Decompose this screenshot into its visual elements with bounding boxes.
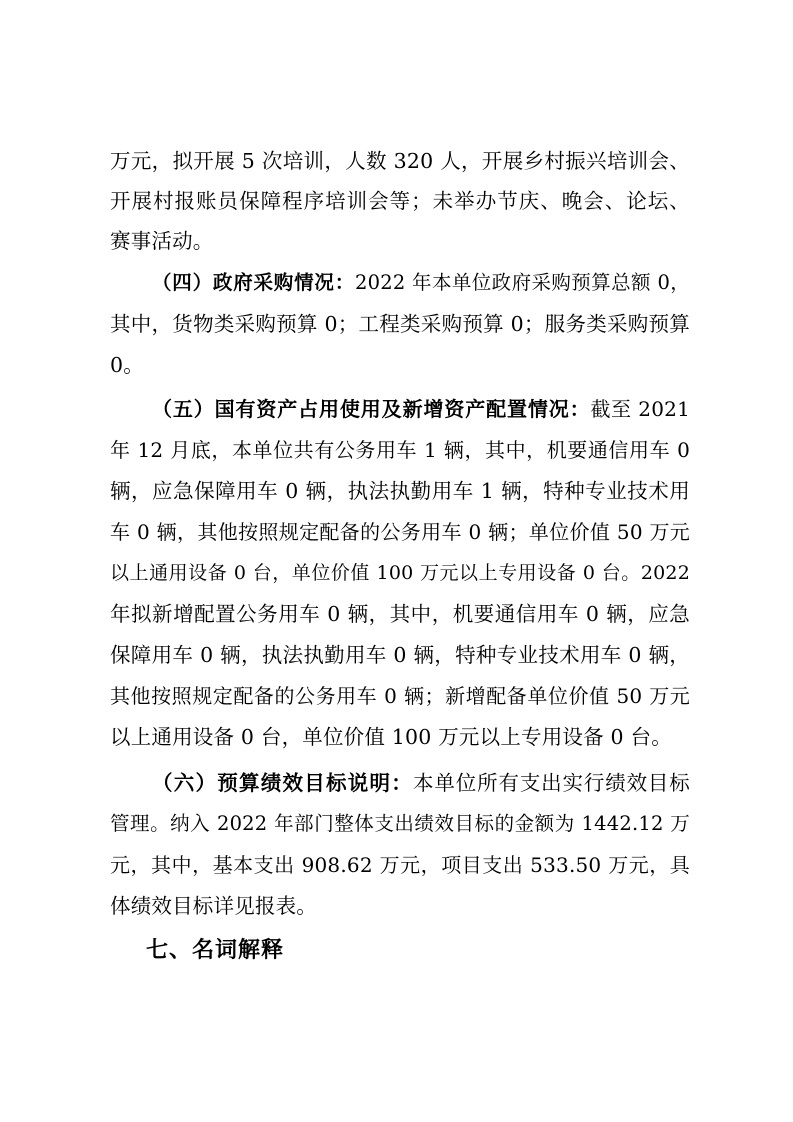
assets-label: （五）国有资产占用使用及新增资产配置情况： bbox=[152, 397, 591, 421]
assets-text: 截至 2021 bbox=[590, 397, 690, 421]
performance-text: 本单位所有支出实行绩效目标 bbox=[413, 771, 690, 795]
procurement-label: （四）政府采购情况： bbox=[152, 271, 356, 294]
paragraph-line: 以上通用设备 0 台，单位价值 100 万元以上专用设备 0 台。 bbox=[110, 725, 672, 749]
paragraph-line: 其中，货物类采购预算 0；工程类采购预算 0；服务类采购预算 bbox=[110, 312, 690, 336]
assets-line bbox=[152, 389, 690, 429]
performance-line bbox=[152, 763, 690, 803]
paragraph-line: 元，其中，基本支出 908.62 万元，项目支出 533.50 万元，具 bbox=[110, 853, 690, 877]
paragraph-line: 赛事活动。 bbox=[110, 229, 214, 253]
paragraph-line: 管理。纳入 2022 年部门整体支出绩效目标的金额为 1442.12 万 bbox=[110, 812, 690, 835]
paragraph-line: 辆，应急保障用车 0 辆，执法执勤用车 1 辆，特种专业技术用 bbox=[110, 479, 690, 503]
section-heading: 七、名词解释 bbox=[146, 938, 285, 963]
procurement-text: 2022 年本单位政府采购预算总额 0， bbox=[355, 271, 690, 294]
paragraph-line: 保障用车 0 辆，执法执勤用车 0 辆，特种专业技术用车 0 辆， bbox=[110, 643, 690, 667]
paragraph-line: 其他按照规定配备的公务用车 0 辆；新增配备单位价值 50 万元 bbox=[110, 684, 690, 708]
paragraph-line: 0。 bbox=[110, 353, 144, 377]
paragraph-line: 万元，拟开展 5 次培训，人数 320 人，开展乡村振兴培训会、 bbox=[110, 149, 690, 173]
procurement-line bbox=[152, 263, 690, 303]
performance-label: （六）预算绩效目标说明： bbox=[152, 771, 414, 795]
paragraph-line: 车 0 辆，其他按照规定配备的公务用车 0 辆；单位价值 50 万元 bbox=[110, 520, 690, 544]
paragraph-line: 体绩效目标详见报表。 bbox=[110, 894, 317, 918]
paragraph-line: 开展村报账员保障程序培训会等；未举办节庆、晚会、论坛、 bbox=[110, 189, 690, 213]
paragraph-line: 年 12 月底，本单位共有公务用车 1 辆，其中，机要通信用车 0 bbox=[110, 438, 690, 462]
paragraph-line: 年拟新增配置公务用车 0 辆，其中，机要通信用车 0 辆，应急 bbox=[110, 602, 690, 626]
paragraph-line: 以上通用设备 0 台，单位价值 100 万元以上专用设备 0 台。2022 bbox=[110, 562, 690, 584]
